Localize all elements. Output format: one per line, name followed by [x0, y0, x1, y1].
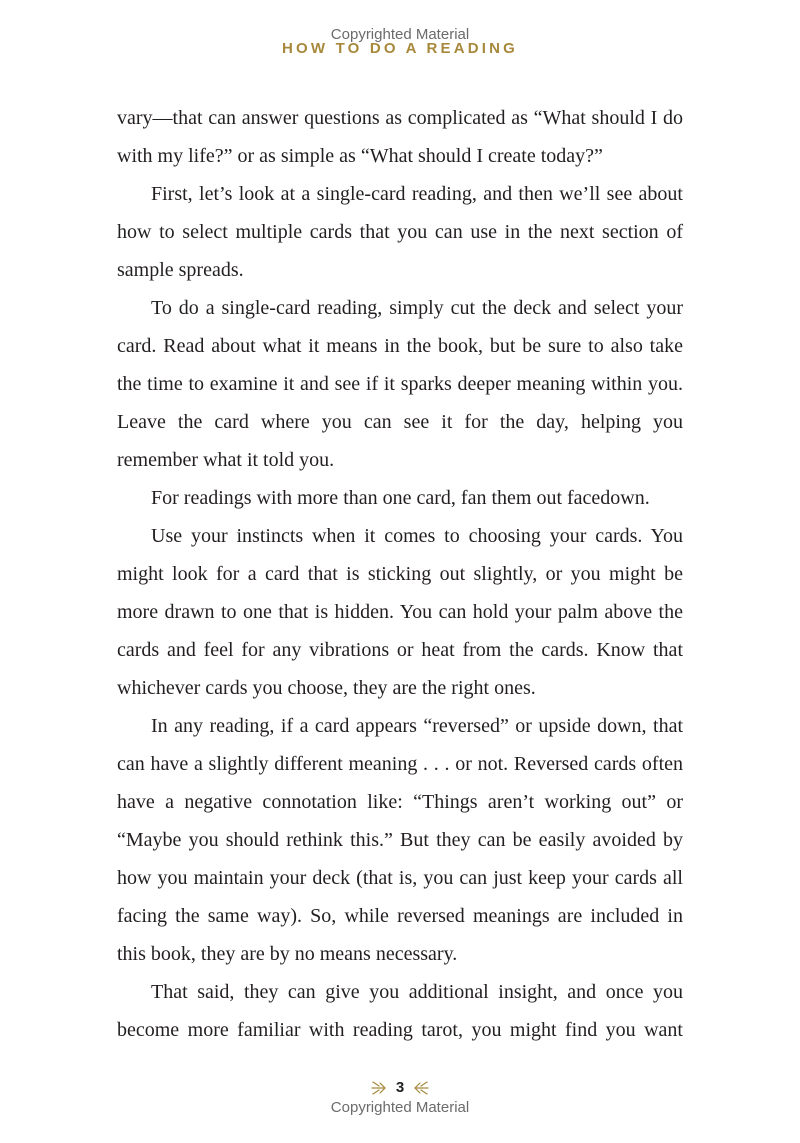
page-number: 3: [395, 1079, 405, 1096]
paragraph: vary—that can answer questions as complicated as “What should I do with my life?” or as simple as “What should I create today?”: [117, 107, 683, 167]
paragraph: In any reading, if a card appears “reversed” or upside down, that can have a slightly different meaning . . . or not. Reversed cards often have a negative connotation like: “Things aren’t working out” or “Maybe you should rethink this.” But they can be easily avoided by how you maintain your deck (that is, you can just keep your cards all facing the same way). So, while reversed meanings are included in this book, they are by no means necessary.: [117, 715, 683, 965]
copyright-watermark-top: Copyrighted Material: [330, 26, 470, 43]
paragraph: That said, they can give you additional insight, and once you become more familiar with reading tarot, you might find you want: [117, 981, 683, 1041]
body-text: [117, 99, 683, 1049]
running-head: HOW TO DO A READING: [281, 40, 519, 57]
arrow-burst-right-icon: [370, 1079, 388, 1097]
copyright-watermark-bottom: Copyrighted Material: [330, 1099, 470, 1116]
paragraph: For readings with more than one card, fan them out facedown.: [151, 487, 650, 509]
folio: [0, 1078, 800, 1098]
paragraph: First, let’s look at a single-card reading, and then we’ll see about how to select multiple cards that you can use in the next section of sample spreads.: [117, 183, 683, 281]
paragraph: Use your instincts when it comes to choosing your cards. You might look for a card that is sticking out slightly, or you might be more drawn to one that is hidden. You can hold your palm above the cards and feel for any vibrations or heat from the cards. Know that whichever cards you choose, they are the right ones.: [117, 525, 683, 699]
paragraph: To do a single-card reading, simply cut the deck and select your card. Read about what it means in the book, but be sure to also take the time to examine it and see if it sparks deeper meaning within you. Leave the card where you can see it for the day, helping you remember what it told you.: [117, 297, 683, 471]
arrow-burst-left-icon: [412, 1079, 430, 1097]
